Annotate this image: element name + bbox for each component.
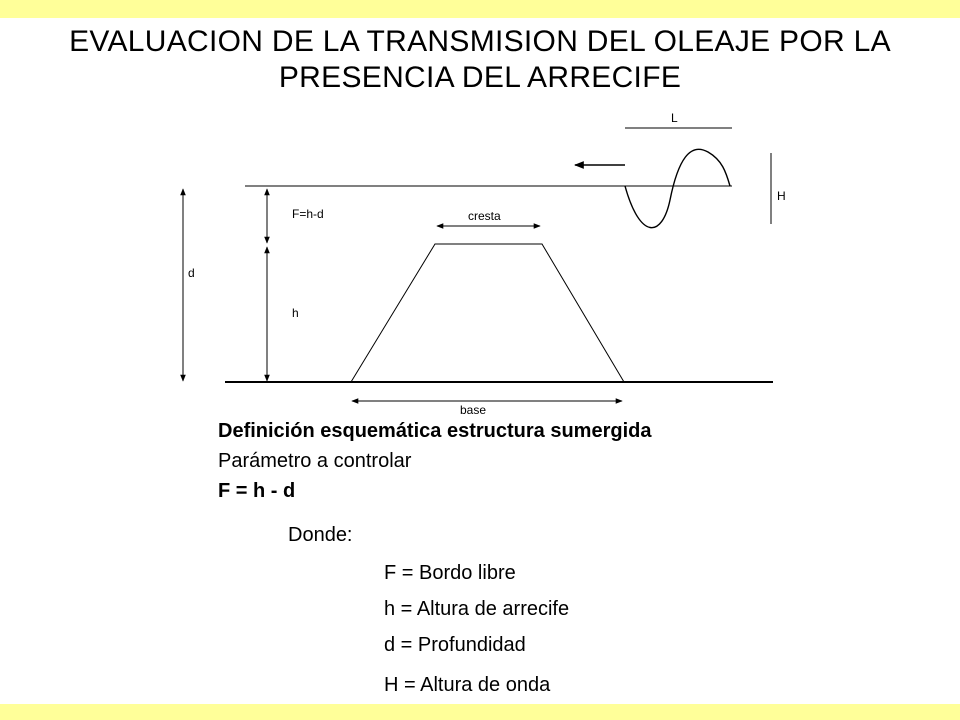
caption-formula: F = h - d	[218, 480, 296, 502]
definition-freeboard: F = Bordo libre	[384, 562, 516, 584]
depth-label: d	[188, 266, 195, 280]
bottom-accent-band	[0, 704, 960, 720]
legend-heading: Donde:	[288, 524, 353, 546]
wave-height-label: H	[777, 189, 786, 203]
base-label: base	[460, 403, 487, 417]
reef-height-label: h	[292, 306, 299, 320]
reef-trapezoid	[351, 244, 624, 382]
caption-title: Definición esquemática estructura sumergida	[218, 420, 652, 442]
freeboard-label: F=h-d	[292, 207, 324, 221]
definition-wave-height: H = Altura de onda	[384, 674, 551, 696]
wave-curve	[625, 149, 730, 227]
definition-depth: d = Profundidad	[384, 634, 526, 656]
definition-reef-height: h = Altura de arrecife	[384, 598, 570, 620]
caption-subtitle: Parámetro a controlar	[218, 450, 412, 472]
title-line-2: PRESENCIA DEL ARRECIFE	[278, 61, 682, 94]
title-line-1: EVALUACION DE LA TRANSMISION DEL OLEAJE POR LA	[69, 25, 891, 58]
crest-label: cresta	[468, 209, 501, 223]
wavelength-label: L	[671, 111, 678, 125]
